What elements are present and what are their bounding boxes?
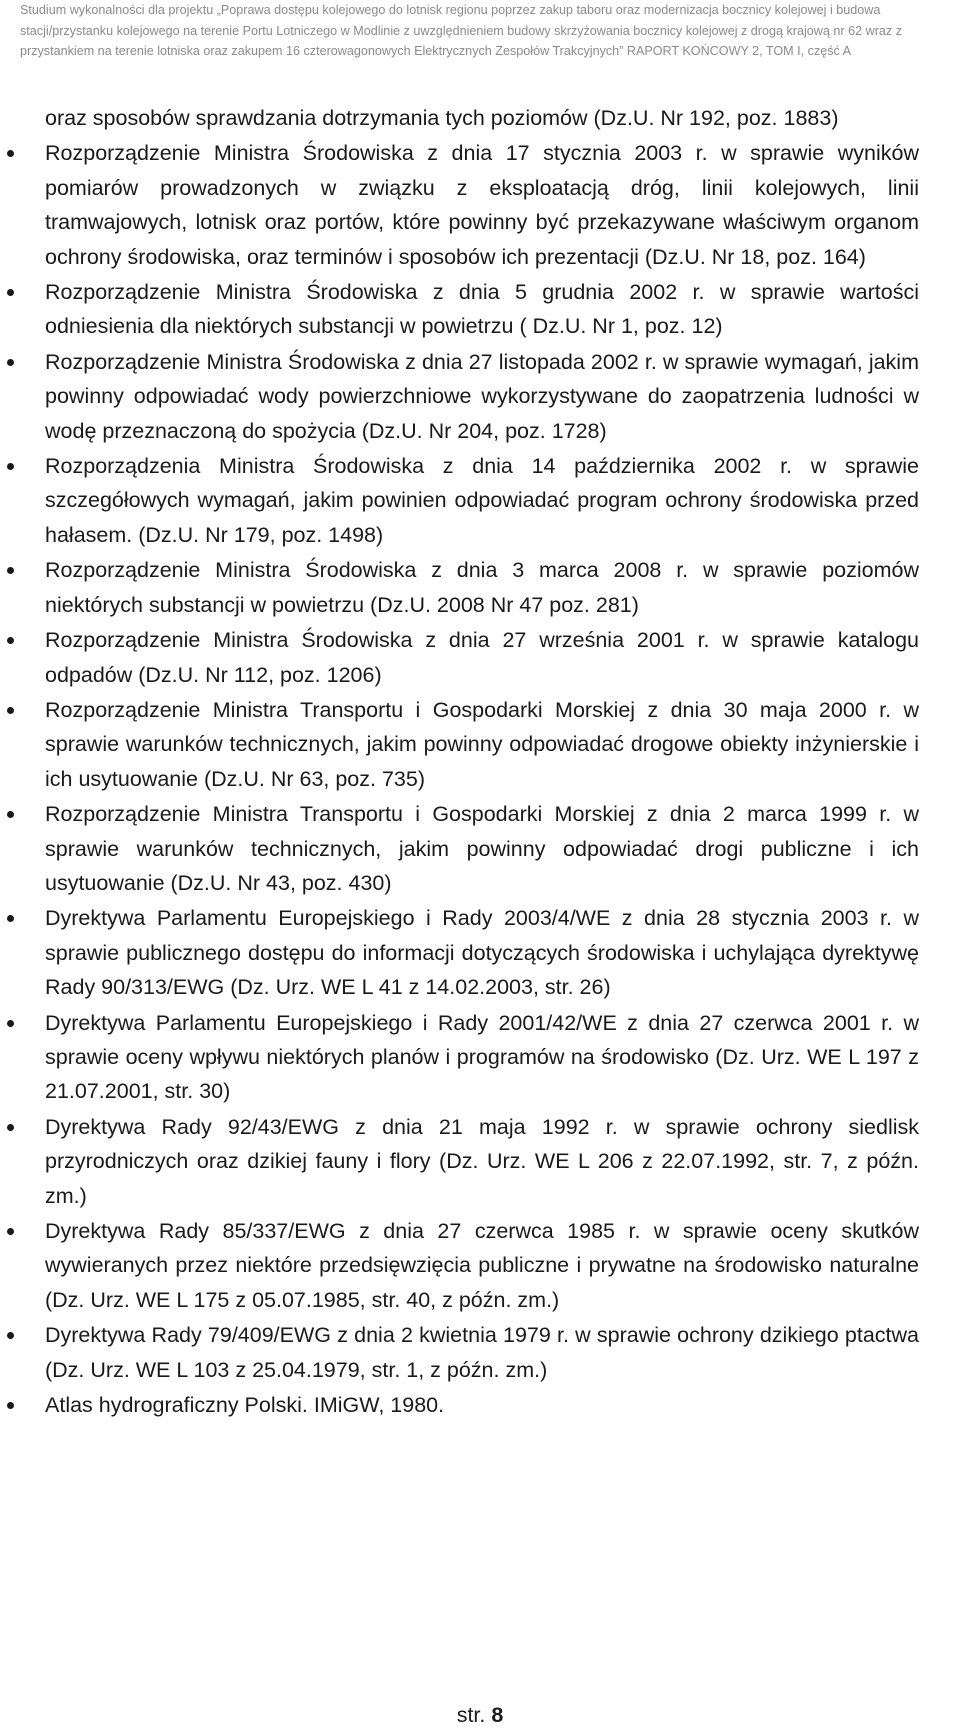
reference-text: Dyrektywa Rady 92/43/EWG z dnia 21 maja 1992 r. w sprawie ochrony siedlisk przyrodniczych oraz dzikiej fauny i flory (Dz. Urz. WE L 206 z 22.07.1992, str. 7, z późn. zm.)	[45, 1114, 919, 1208]
bullet-icon	[7, 1124, 14, 1131]
reference-item	[45, 901, 919, 1004]
bullet-icon	[7, 567, 14, 574]
reference-item	[45, 275, 919, 344]
header-line-1: Studium wykonalności dla projektu „Poprawa dostępu kolejowego do lotnisk regionu poprzez zakup taboru oraz modernizacja bocznicy kolejowej i budowa	[20, 3, 881, 17]
document-body	[45, 101, 919, 1422]
bullet-icon	[7, 359, 14, 366]
reference-item	[45, 136, 919, 274]
reference-text: Rozporządzenie Ministra Transportu i Gospodarki Morskiej z dnia 30 maja 2000 r. w sprawie warunków technicznych, jakim powinny odpowiadać drogowe obiekty inżynierskie i ich usytuowanie (Dz.U. Nr 63, poz. 735)	[45, 697, 919, 791]
reference-item	[45, 449, 919, 552]
reference-text: Dyrektywa Rady 79/409/EWG z dnia 2 kwietnia 1979 r. w sprawie ochrony dzikiego ptactwa (Dz. Urz. WE L 103 z 25.04.1979, str. 1, z późn. zm.)	[45, 1323, 919, 1382]
bullet-icon	[7, 811, 14, 818]
bullet-icon	[7, 463, 14, 470]
reference-text: Rozporządzenie Ministra Środowiska z dnia 27 września 2001 r. w sprawie katalogu odpadów (Dz.U. Nr 112, poz. 1206)	[45, 628, 919, 687]
bullet-icon	[7, 1020, 14, 1027]
reference-item	[45, 693, 919, 796]
running-header	[20, 0, 940, 62]
page-number-prefix: str.	[456, 1703, 486, 1727]
reference-item	[45, 345, 919, 448]
reference-text: Rozporządzenia Ministra Środowiska z dnia 14 października 2002 r. w sprawie szczegółowych wymagań, jakim powinien odpowiadać program ochrony środowiska przed hałasem. (Dz.U. Nr 179, poz. 1498)	[45, 454, 919, 547]
reference-item	[45, 623, 919, 692]
reference-item	[45, 553, 919, 622]
reference-item	[45, 1110, 919, 1213]
reference-text: Rozporządzenie Ministra Transportu i Gospodarki Morskiej z dnia 2 marca 1999 r. w sprawie warunków technicznych, jakim powinny odpowiadać drogi publiczne i ich usytuowanie (Dz.U. Nr 43, poz. 430)	[45, 802, 919, 895]
reference-text: Dyrektywa Parlamentu Europejskiego i Rady 2001/42/WE z dnia 27 czerwca 2001 r. w sprawie oceny wpływu niektórych planów i programów na środowisko (Dz. Urz. WE L 197 z 21.07.2001, str. 30)	[45, 1010, 919, 1104]
bullet-icon	[7, 1402, 14, 1409]
continuation-text: oraz sposobów sprawdzania dotrzymania tych poziomów (Dz.U. Nr 192, poz. 1883)	[45, 106, 839, 130]
reference-item	[45, 1388, 919, 1422]
reference-text: Rozporządzenie Ministra Środowiska z dnia 5 grudnia 2002 r. w sprawie wartości odniesienia dla niektórych substancji w powietrzu ( Dz.U. Nr 1, poz. 12)	[45, 280, 919, 339]
reference-text: Dyrektywa Rady 85/337/EWG z dnia 27 czerwca 1985 r. w sprawie oceny skutków wywieranych przez niektóre przedsięwzięcia publiczne i prywatne na środowisko naturalne (Dz. Urz. WE L 175 z 05.07.1985, str. 40, z późn. zm.)	[45, 1219, 919, 1312]
bullet-icon	[7, 1228, 14, 1235]
reference-item	[45, 1006, 919, 1109]
bullet-icon	[7, 150, 14, 157]
reference-item	[45, 797, 919, 900]
bullet-icon	[7, 915, 14, 922]
bullet-icon	[7, 637, 14, 644]
reference-text: Rozporządzenie Ministra Środowiska z dnia 17 stycznia 2003 r. w sprawie wyników pomiarów prowadzonych w związku z eksploatacją dróg, linii kolejowych, linii tramwajowych, lotnisk oraz portów, które powinny być przekazywane właściwym organom ochrony środowiska, oraz terminów i sposobów ich prezentacji (Dz.U. Nr 18, poz. 164)	[45, 141, 919, 269]
page-footer	[0, 1703, 960, 1728]
reference-item	[45, 1318, 919, 1387]
reference-item	[45, 1214, 919, 1317]
bullet-icon	[7, 289, 14, 296]
page-number: 8	[491, 1703, 504, 1727]
reference-text: Rozporządzenie Ministra Środowiska z dnia 27 listopada 2002 r. w sprawie wymagań, jakim powinny odpowiadać wody powierzchniowe wykorzystywane do zaopatrzenia ludności w wodę przeznaczoną do spożycia (Dz.U. Nr 204, poz. 1728)	[45, 349, 919, 443]
reference-text: Dyrektywa Parlamentu Europejskiego i Rady 2003/4/WE z dnia 28 stycznia 2003 r. w sprawie publicznego dostępu do informacji dotyczących środowiska i uchylająca dyrektywę Rady 90/313/EWG (Dz. Urz. WE L 41 z 14.02.2003, str. 26)	[45, 906, 919, 1000]
header-line-2: stacji/przystanku kolejowego na terenie Portu Lotniczego w Modlinie z uwzględnieniem budowy skrzyżowania bocznicy kolejowej z drogą krajową nr 62 wraz z	[20, 23, 902, 38]
bullet-icon	[7, 707, 14, 714]
reference-list	[45, 136, 919, 1422]
bullet-icon	[7, 1332, 14, 1339]
header-line-3: przystankiem na terenie lotniska oraz zakupem 16 czterowagonowych Elektrycznych Zespołów Trakcyjnych” RAPORT KOŃCOWY 2, TOM I, część A	[20, 44, 852, 58]
reference-text: Atlas hydrograficzny Polski. IMiGW, 1980.	[45, 1393, 445, 1418]
reference-text: Rozporządzenie Ministra Środowiska z dnia 3 marca 2008 r. w sprawie poziomów niektórych substancji w powietrzu (Dz.U. 2008 Nr 47 poz. 281)	[45, 558, 919, 617]
